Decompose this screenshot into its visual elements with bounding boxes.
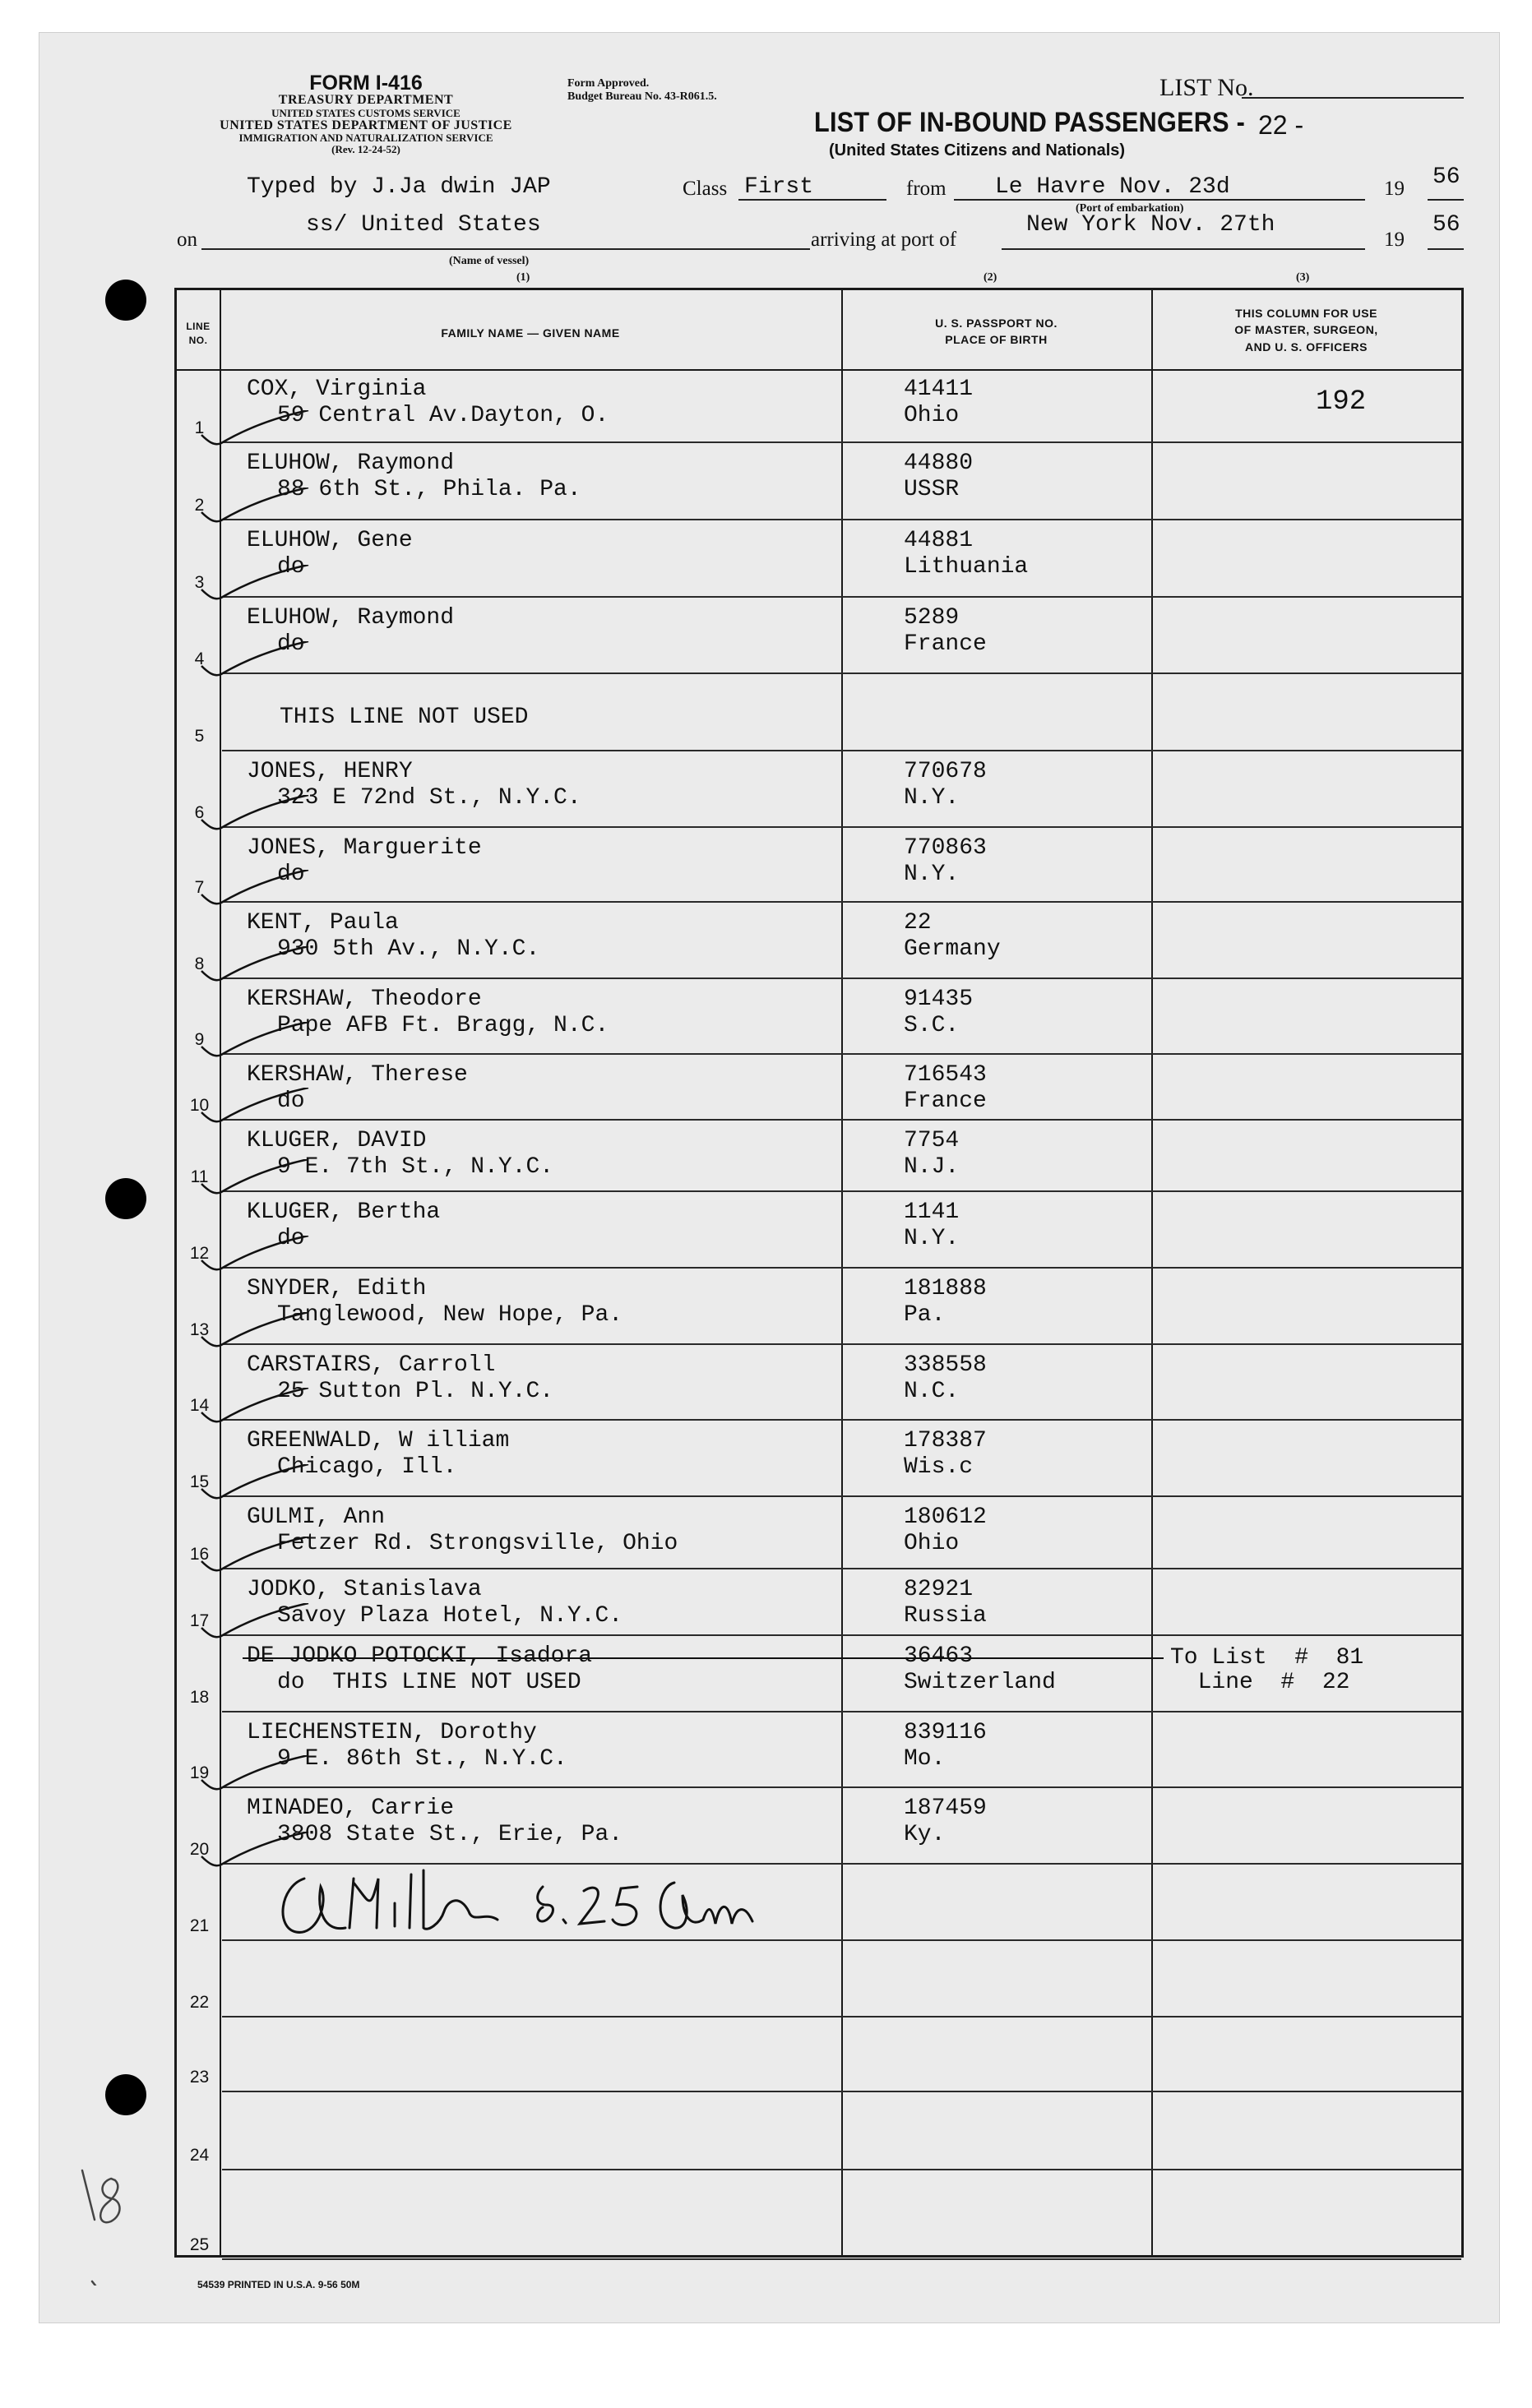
passenger-name: ELUHOW, Raymond: [247, 451, 455, 476]
passenger-name: ELUHOW, Raymond: [247, 605, 455, 631]
table-row: [177, 1421, 1461, 1497]
line-number: 7: [194, 878, 205, 897]
passenger-name: GREENWALD, W illiam: [247, 1428, 510, 1454]
passport-number: 187459: [904, 1796, 987, 1821]
table-row: [177, 1055, 1461, 1121]
col1-number: (1): [516, 271, 530, 284]
on-label: on: [177, 229, 197, 251]
approved-line: Form Approved.: [567, 77, 650, 90]
place-of-birth: Pa.: [904, 1302, 946, 1328]
line-number: 22: [189, 1993, 210, 2012]
passenger-address: 323 E 72nd St., N.Y.C.: [277, 785, 581, 811]
passenger-name: SNYDER, Edith: [247, 1276, 427, 1301]
punch-hole: [105, 1178, 146, 1219]
ins-service: IMMIGRATION AND NATURALIZATION SERVICE: [238, 132, 493, 145]
from-label: from: [906, 178, 947, 200]
passenger-name: CARSTAIRS, Carroll: [247, 1352, 496, 1378]
place-of-birth: Russia: [904, 1603, 987, 1629]
list-subtitle: (United States Citizens and Nationals): [829, 141, 1126, 159]
passenger-address: Pape AFB Ft. Bragg, N.C.: [277, 1013, 609, 1038]
passport-number: 770863: [904, 835, 987, 861]
table-row: [177, 1788, 1461, 1865]
typed-by: Typed by J.Ja dwin JAP: [247, 174, 551, 200]
year-prefix: 19: [1384, 229, 1405, 251]
line-number: 25: [189, 2235, 210, 2254]
passenger-address: Tanglewood, New Hope, Pa.: [277, 1302, 623, 1328]
table-row: [177, 1712, 1461, 1788]
line-number: 6: [194, 803, 205, 822]
line-number: 23: [189, 2068, 210, 2087]
place-of-birth: N.Y.: [904, 1226, 960, 1251]
table-row: [177, 2170, 1461, 2260]
table-row: [177, 1497, 1461, 1569]
line-number: 18: [189, 1688, 210, 1707]
passenger-name: LIECHENSTEIN, Dorothy: [247, 1720, 537, 1745]
arriving-port: New York Nov. 27th: [1026, 212, 1275, 238]
justice-dept: UNITED STATES DEPARTMENT OF JUSTICE: [220, 118, 512, 132]
passenger-name: KLUGER, Bertha: [247, 1199, 441, 1225]
table-row: [177, 369, 1461, 443]
passport-number: 36463: [904, 1643, 974, 1669]
passenger-name: JODKO, Stanislava: [247, 1577, 482, 1602]
margin-note: [74, 2146, 140, 2286]
revision-date: (Rev. 12-24-52): [331, 143, 400, 156]
form-number: FORM I-416: [309, 72, 423, 95]
table-row: [177, 1569, 1461, 1636]
line-number: 11: [190, 1167, 209, 1186]
class-label: Class: [683, 178, 728, 200]
passenger-address: 9 E. 7th St., N.Y.C.: [277, 1154, 554, 1180]
line-number: 4: [194, 649, 205, 668]
place-of-birth: France: [904, 631, 987, 657]
line-number: 2: [194, 496, 205, 515]
passenger-address: do: [277, 631, 305, 657]
passport-number: 82921: [904, 1577, 974, 1602]
line-number: 14: [189, 1396, 210, 1415]
passport-number: 22: [904, 910, 932, 936]
year-prefix: 19: [1384, 178, 1405, 200]
passenger-address: 930 5th Av., N.Y.C.: [277, 936, 540, 962]
table-row: [177, 828, 1461, 903]
passenger-address: Chicago, Ill.: [277, 1454, 457, 1480]
name-column-header: FAMILY NAME — GIVEN NAME: [441, 326, 620, 340]
line-number: 8: [194, 954, 205, 973]
passenger-address: do: [277, 1088, 305, 1114]
passport-number: 770678: [904, 759, 987, 784]
line-no-header: LINE NO.: [186, 321, 211, 347]
passport-number: 839116: [904, 1720, 987, 1745]
line-number: 13: [189, 1320, 210, 1339]
passenger-name: JONES, HENRY: [247, 759, 413, 784]
place-of-birth: Wis.c: [904, 1454, 974, 1480]
table-row: [177, 979, 1461, 1055]
col3-number: (3): [1296, 271, 1310, 284]
passenger-address: do: [277, 862, 305, 887]
line-number: 9: [194, 1030, 205, 1049]
class-underline: [738, 199, 886, 201]
line-number: 21: [189, 1916, 210, 1935]
place-of-birth: N.C.: [904, 1379, 960, 1404]
passenger-table: [174, 288, 1464, 2258]
treasury-dept: TREASURY DEPARTMENT: [278, 93, 454, 108]
passport-number: 44880: [904, 451, 974, 476]
vessel-name: ss/ United States: [306, 212, 541, 238]
place-of-birth: USSR: [904, 477, 960, 502]
print-footer: 54539 PRINTED IN U.S.A. 9-56 50M: [197, 2279, 360, 2290]
table-row: [177, 2092, 1461, 2170]
line-number: 16: [189, 1545, 210, 1564]
table-row: [177, 1192, 1461, 1269]
passenger-name: KERSHAW, Therese: [247, 1062, 468, 1088]
list-number: 22 -: [1258, 110, 1304, 140]
year-underline: [1428, 248, 1464, 250]
passenger-address: 9 E. 86th St., N.Y.C.: [277, 1746, 567, 1772]
passenger-name: DE JODKO POTOCKI, Isadora: [247, 1643, 593, 1669]
passport-number: 338558: [904, 1352, 987, 1378]
line-number: 12: [189, 1244, 210, 1263]
passenger-name: KLUGER, DAVID: [247, 1128, 427, 1153]
place-of-birth: Germany: [904, 936, 1001, 962]
passport-column-header: U. S. PASSPORT NO. PLACE OF BIRTH: [935, 317, 1058, 347]
col2-number: (2): [984, 271, 997, 284]
passport-number: 180612: [904, 1504, 987, 1530]
form-approval: [567, 77, 717, 104]
line-number: 1: [194, 418, 205, 437]
passenger-name: COX, Virginia: [247, 377, 427, 402]
officer-remark: 192: [1316, 386, 1367, 418]
passport-number: 178387: [904, 1428, 987, 1454]
vessel-caption: (Name of vessel): [449, 255, 530, 267]
passenger-address: do: [277, 1226, 305, 1251]
place-of-birth: Switzerland: [904, 1670, 1056, 1695]
place-of-birth: Ky.: [904, 1822, 946, 1847]
passenger-address: 3808 State St., Erie, Pa.: [277, 1822, 623, 1847]
table-row: [177, 1269, 1461, 1345]
passenger-name: KERSHAW, Theodore: [247, 987, 482, 1012]
arriving-underline: [1002, 248, 1365, 250]
customs-service: UNITED STATES CUSTOMS SERVICE: [271, 107, 461, 120]
table-row: [177, 2017, 1461, 2092]
passenger-address: 88 6th St., Phila. Pa.: [277, 477, 581, 502]
budget-bureau-line: Budget Bureau No. 43-R061.5.: [567, 90, 717, 104]
passport-number: 5289: [904, 605, 960, 631]
punch-hole: [105, 2074, 146, 2115]
passenger-address: 25 Sutton Pl. N.Y.C.: [277, 1379, 554, 1404]
officers-column-header: THIS COLUMN FOR USE OF MASTER, SURGEON, AND U. S. OFFICERS: [1234, 307, 1378, 354]
list-no-label: LIST No.: [1159, 74, 1254, 101]
passport-number: 181888: [904, 1276, 987, 1301]
table-row: [177, 903, 1461, 979]
line-number: 15: [189, 1472, 210, 1491]
passport-number: 716543: [904, 1062, 987, 1088]
passenger-address: Savoy Plaza Hotel, N.Y.C.: [277, 1603, 623, 1629]
list-no-underline: [1242, 97, 1464, 99]
passport-number: 1141: [904, 1199, 960, 1225]
handwritten-signature: [271, 1862, 831, 1953]
officer-remark: To List # 81: [1170, 1645, 1364, 1671]
place-of-birth: Ohio: [904, 1531, 960, 1556]
passenger-address: Fetzer Rd. Strongsville, Ohio: [277, 1531, 678, 1556]
place-of-birth: N.Y.: [904, 862, 960, 887]
table-row: [177, 1121, 1461, 1192]
passenger-address: 59 Central Av.Dayton, O.: [277, 403, 609, 428]
line-number: 24: [189, 2146, 210, 2165]
place-of-birth: Lithuania: [904, 554, 1029, 580]
table-row: [177, 520, 1461, 598]
place-of-birth: Ohio: [904, 403, 960, 428]
place-of-birth: N.Y.: [904, 785, 960, 811]
class-value: First: [744, 174, 814, 200]
year-value: 56: [1432, 164, 1460, 190]
passenger-address: do THIS LINE NOT USED: [277, 1670, 581, 1695]
line-number: 17: [189, 1611, 210, 1630]
passenger-name: JONES, Marguerite: [247, 835, 482, 861]
line-number: 20: [189, 1840, 210, 1859]
line-number: 19: [189, 1763, 210, 1782]
from-underline: [954, 199, 1365, 201]
list-title: LIST OF IN-BOUND PASSENGERS -: [814, 107, 1246, 138]
passport-number: 44881: [904, 528, 974, 553]
vessel-underline: [201, 248, 810, 250]
arriving-label: arriving at port of: [811, 229, 957, 251]
passport-number: 91435: [904, 987, 974, 1012]
punch-hole: [105, 280, 146, 321]
form-identification: [164, 72, 567, 155]
officer-remark: Line # 22: [1170, 1670, 1350, 1695]
place-of-birth: N.J.: [904, 1154, 960, 1180]
table-row: [177, 751, 1461, 828]
passenger-name: GULMI, Ann: [247, 1504, 386, 1530]
port-caption: (Port of embarkation): [1076, 202, 1184, 215]
table-row: [177, 1636, 1461, 1712]
passenger-address: do: [277, 554, 305, 580]
table-row: [177, 443, 1461, 520]
table-row: [177, 1345, 1461, 1421]
table-row: [177, 674, 1461, 751]
line-number: 3: [194, 573, 205, 592]
place-of-birth: Mo.: [904, 1746, 946, 1772]
row-divider: [222, 2258, 1461, 2260]
line-number: 5: [194, 727, 205, 746]
year-value: 56: [1432, 212, 1460, 238]
place-of-birth: S.C.: [904, 1013, 960, 1038]
passport-number: 41411: [904, 377, 974, 402]
year-underline: [1428, 199, 1464, 201]
from-value: Le Havre Nov. 23d: [995, 174, 1230, 200]
table-row: [177, 598, 1461, 674]
passenger-name: THIS LINE NOT USED: [280, 705, 529, 730]
passenger-name: ELUHOW, Gene: [247, 528, 413, 553]
passenger-name: KENT, Paula: [247, 910, 399, 936]
passenger-name: MINADEO, Carrie: [247, 1796, 455, 1821]
place-of-birth: France: [904, 1088, 987, 1114]
line-number: 10: [189, 1096, 210, 1115]
strike-through-line: [243, 1657, 1164, 1659]
passport-number: 7754: [904, 1128, 960, 1153]
